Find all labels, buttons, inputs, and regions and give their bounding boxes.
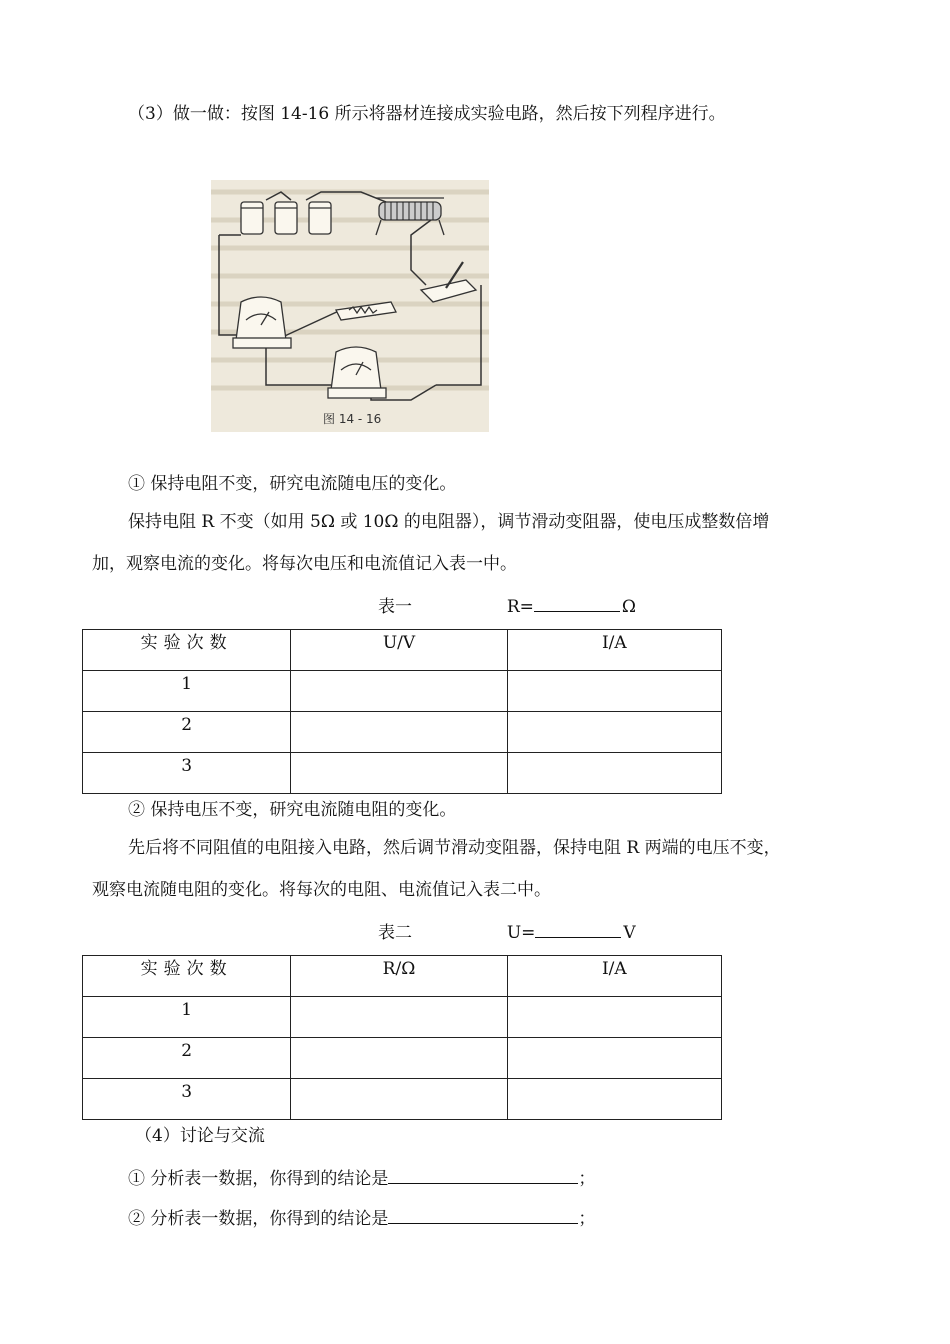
step2-paragraph-line2: 观察电流随电阻的变化。将每次的电阻、电流值记入表二中。 [92, 880, 551, 900]
table1 [82, 629, 722, 794]
table-row [83, 671, 722, 712]
step1-title: ① 保持电阻不变，研究电流随电压的变化。 [128, 474, 457, 494]
table2-cell-resistance[interactable] [291, 1038, 507, 1079]
table2-cell-trial: 1 [83, 997, 291, 1038]
table1-cell-voltage[interactable] [291, 712, 507, 753]
discussion-heading: （4）讨论与交流 [135, 1126, 265, 1146]
table1-param-unit: Ω [621, 597, 636, 617]
table2-caption [378, 919, 636, 944]
table2-param-blank[interactable] [535, 919, 621, 938]
table1-cell-current[interactable] [507, 712, 721, 753]
table2-cell-current[interactable] [507, 997, 721, 1038]
table1-header-trial: 实验次数 [83, 630, 291, 671]
table-row [83, 1079, 722, 1120]
circuit-figure [211, 180, 489, 432]
table2-param-unit: V [623, 923, 636, 943]
table-header-row [83, 630, 722, 671]
table1-cell-trial: 2 [83, 712, 291, 753]
circuit-diagram-image [211, 180, 489, 432]
table1-header-voltage: U/V [291, 630, 507, 671]
figure-caption: 图 14 - 16 [323, 412, 382, 426]
table1-cell-trial: 1 [83, 671, 291, 712]
table1-cell-voltage[interactable] [291, 671, 507, 712]
table1-cell-trial: 3 [83, 753, 291, 794]
table1-cell-voltage[interactable] [291, 753, 507, 794]
table2-cell-resistance[interactable] [291, 1079, 507, 1120]
table2-cell-current[interactable] [507, 1038, 721, 1079]
table1-param-blank[interactable] [534, 593, 620, 612]
table1-cell-current[interactable] [507, 671, 721, 712]
table2-header-current: I/A [507, 956, 721, 997]
question-2-end: ； [578, 1209, 596, 1229]
table2-cell-trial: 3 [83, 1079, 291, 1120]
question-2-text: ② 分析表一数据，你得到的结论是 [128, 1209, 389, 1229]
table-row [83, 712, 722, 753]
table2-cell-trial: 2 [83, 1038, 291, 1079]
table1-cell-current[interactable] [507, 753, 721, 794]
question-1-text: ① 分析表一数据，你得到的结论是 [128, 1169, 389, 1189]
step2-paragraph-line1: 先后将不同阻值的电阻接入电路，然后调节滑动变阻器，保持电阻 R 两端的电压不变， [128, 838, 781, 858]
discussion-question-1 [128, 1165, 595, 1190]
table1-label: 表一 [378, 597, 412, 617]
step1-paragraph-line1: 保持电阻 R 不变（如用 5Ω 或 10Ω 的电阻器），调节滑动变阻器，使电压成整数倍增 [128, 512, 770, 532]
table1-param-prefix: R= [506, 597, 534, 617]
table2-label: 表二 [378, 923, 412, 943]
question-2-answer-blank[interactable] [388, 1205, 578, 1224]
table-header-row [83, 956, 722, 997]
table2-cell-current[interactable] [507, 1079, 721, 1120]
table2-cell-resistance[interactable] [291, 997, 507, 1038]
discussion-question-2 [128, 1205, 595, 1230]
step2-title: ② 保持电压不变，研究电流随电阻的变化。 [128, 800, 457, 820]
table-row [83, 1038, 722, 1079]
table1-header-current: I/A [507, 630, 721, 671]
table2-param-prefix: U= [506, 923, 536, 943]
table2 [82, 955, 722, 1120]
question-1-end: ； [578, 1169, 596, 1189]
table2-header-resistance: R/Ω [291, 956, 507, 997]
table-row [83, 997, 722, 1038]
step1-paragraph-line2: 加，观察电流的变化。将每次电压和电流值记入表一中。 [92, 554, 517, 574]
table2-header-trial: 实验次数 [83, 956, 291, 997]
question-1-answer-blank[interactable] [388, 1165, 578, 1184]
intro-paragraph: （3）做一做：按图 14-16 所示将器材连接成实验电路，然后按下列程序进行。 [128, 104, 726, 124]
table1-caption [378, 593, 636, 618]
table-row [83, 753, 722, 794]
